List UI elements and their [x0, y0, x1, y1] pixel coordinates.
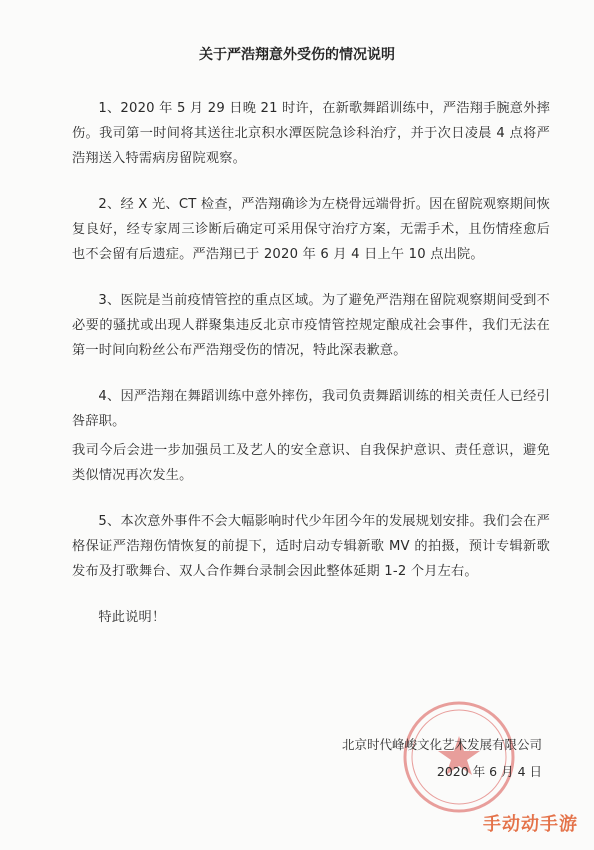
closing-statement: 特此说明！	[98, 610, 166, 625]
paragraph-4-continued: 我司今后会进一步加强员工及艺人的安全意识、自我保护意识、责任意识，避免类似情况再次发生。	[72, 443, 550, 483]
paragraph-4: 4、因严浩翔在舞蹈训练中意外摔伤，我司负责舞蹈训练的相关责任人已经引咎辞职。	[72, 389, 550, 429]
site-watermark: 手动动手游	[483, 814, 578, 835]
document-title: 关于严浩翔意外受伤的情况说明	[199, 47, 395, 63]
paragraph-3: 3、医院是当前疫情管控的重点区域。为了避免严浩翔在留院观察期间受到不必要的骚扰或出现人群聚集违反北京市疫情管控规定酿成社会事件，我们无法在第一时间向粉丝公布严浩翔受伤的情况，特此深表歉意。	[72, 293, 550, 358]
paragraph-1: 1、2020 年 5 月 29 日晚 21 时许，在新歌舞蹈训练中，严浩翔手腕意外摔伤。我司第一时间将其送往北京积水潭医院急诊科治疗，并于次日凌晨 4 点将严浩翔送入特需病房留院观察。	[72, 101, 550, 166]
paragraph-2: 2、经 X 光、CT 检查，严浩翔确诊为左桡骨远端骨折。因在留院观察期间恢复良好，经专家周三诊断后确定可采用保守治疗方案，无需手术，且伤情痊愈后也不会留有后遗症。严浩翔已于 2020 年 6 月 4 日上午 10 点出院。	[72, 197, 550, 262]
company-name: 北京时代峰峻文化艺术发展有限公司	[341, 737, 542, 752]
signature-block	[342, 731, 542, 785]
paragraph-5: 5、本次意外事件不会大幅影响时代少年团今年的发展规划安排。我们会在严格保证严浩翔伤情恢复的前提下，适时启动专辑新歌 MV 的拍摄，预计专辑新歌发布及打歌舞台、双人合作舞台录制会因此整体延期 1-2 个月左右。	[72, 514, 550, 579]
document-date: 2020 年 6 月 4 日	[436, 764, 542, 779]
document-body	[72, 96, 550, 651]
